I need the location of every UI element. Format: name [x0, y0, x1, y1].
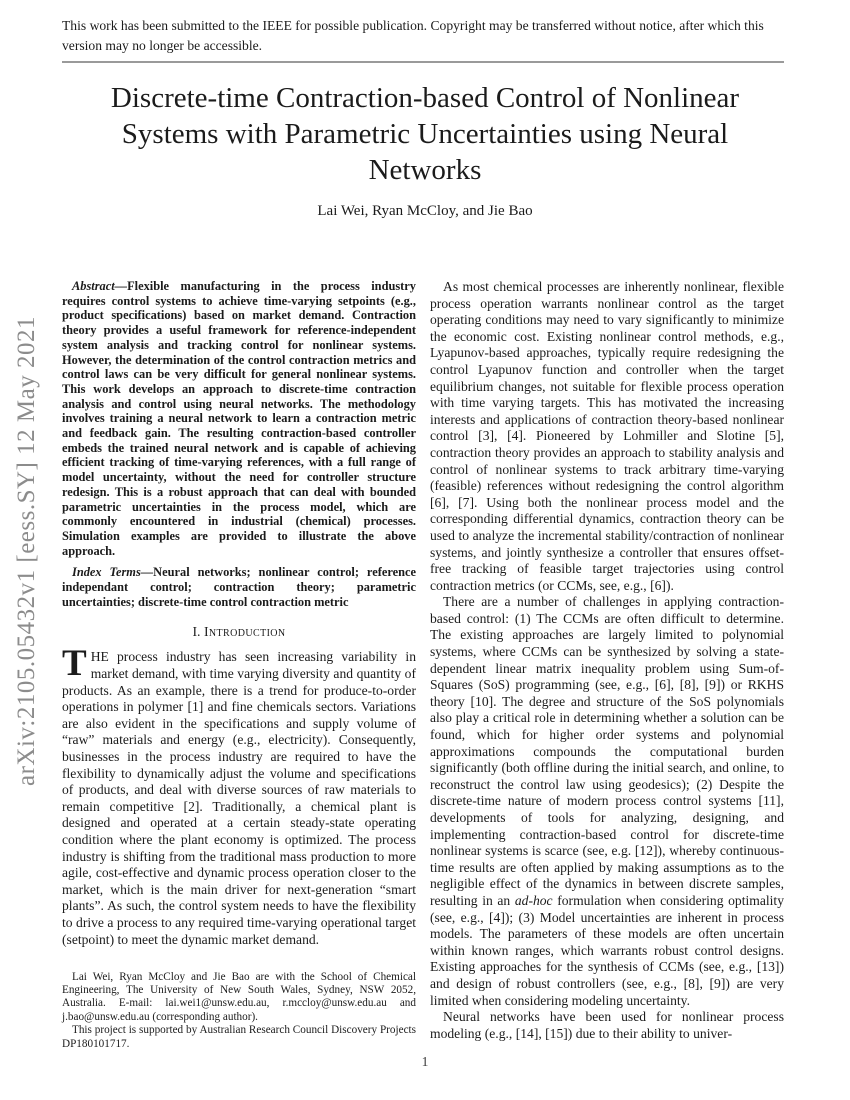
right-paragraph-3: Neural networks have been used for nonlinear process modeling (e.g., [14], [15]) due to their ability to univer- — [430, 1009, 784, 1041]
author-line: Lai Wei, Ryan McCloy, and Jie Bao — [317, 203, 533, 219]
left-column — [62, 279, 416, 1051]
abstract-paragraph — [62, 279, 416, 558]
right-paragraph-2-pre: There are a number of challenges in applying contraction-based control: (1) The CCMs are often difficult to determine. The existing approaches are largely limited to polynomial systems, where CCMs can be synthesized by solving a state-dependent linear matrix inequality problem using Sum-of-Squares (SoS) programming (see, e.g., [6], [8], [9]) or RKHS theory [10]. The degree and structure of the SoS polynomials also play a critical role in determining whether a solution can be found, which for higher order systems and polynomial approximations compounds the computational burden significantly (both offline during the initial search, and online, to reconstruct the control law using geodesics); (2) Despite the discrete-time nature of modern process control systems [11], developments of tools for analyzing, designing, and implementing contraction-based control for discrete-time nonlinear systems is scarce (see, e.g. [12]), whereby continuous-time results are often applied by making assumptions as to the negligible effect of the dynamics in between discrete samples, resulting in an — [430, 594, 784, 908]
index-terms-text: Neural networks; nonlinear control; reference independant control; contraction theory; parametric uncertainties; discrete-time control contraction metric — [62, 565, 416, 609]
introduction-paragraph — [62, 643, 416, 948]
introduction-text: HE process industry has seen increasing variability in market demand, with time varying diversity and quantity of products. As an example, there is a trend for produce-to-order operations in polymer [1] and fine chemicals sectors. Variations are also evident in the specifications and supply volume of “raw” materials and energy (e.g., electricity). Consequently, businesses in the process industry are required to have the flexibility to dynamically adjust the volume and specifications of products, and deal with diverse sources of raw materials to remain competitive [2]. Traditionally, a chemical plant is designed and operated at a certain steady-state operating condition where the plant economy is optimized. The process industry is shifting from the traditional mass production to more agile, cost-effective and dynamic process operation closer to the market, which is the main driver for next-generation “smart plants”. As such, the control system needs to have the flexibility to drive a process to any required time-varying operational target (setpoint) to meet the dynamic market demand. — [62, 649, 416, 947]
index-terms-paragraph — [62, 565, 416, 609]
affiliation-footnote: Lai Wei, Ryan McCloy and Jie Bao are with the School of Chemical Engineering, The University of New South Wales, Sydney, NSW 2052, Australia. E-mail: lai.wei1@unsw.edu.au, r.mccloy@unsw.edu.au and j.bao@unsw.edu.au (corresponding author). — [62, 970, 416, 1023]
right-column — [430, 279, 784, 1051]
index-terms-label: Index Terms— — [72, 565, 154, 580]
page-number: 1 — [421, 1054, 429, 1069]
two-column-body — [62, 279, 784, 1051]
right-paragraph-2-post: formulation when considering optimality (see, e.g., [4]); (3) Model uncertainties are inherent in process models. The parameters of these models are often uncertain within known ranges, which warrants robust control designs. Existing approaches for the synthesis of CCMs (see, e.g., [13]) and design of robust controllers (see, e.g., [8], [9]) are very limited when considering modeling uncertainty. — [430, 892, 784, 1008]
ad-hoc-italic: ad-hoc — [514, 892, 553, 908]
abstract-label: Abstract— — [72, 279, 128, 293]
arxiv-stamp: arXiv:2105.05432v1 [eess.SY] 12 May 2021 — [13, 316, 40, 786]
right-paragraph-1: As most chemical processes are inherently nonlinear, flexible process operation warrants nonlinear control as the target operating conditions may need to vary significantly to minimize the economic cost. Existing nonlinear control methods, e.g., Lyapunov-based approaches, typically require redesigning the control Lyapunov function and controller when the target equilibrium changes, not suitable for flexible process operation with time varying targets. This has motivated the increasing interests and applications of contraction theory-based nonlinear control [3], [4]. Pioneered by Lohmiller and Slotine [5], contraction theory provides an approach to stability analysis and control of nonlinear systems to track arbitrary time-varying (feasible) references without redesigning the control algorithm [6], [7]. Using both the nonlinear process model and the corresponding differential dynamics, contraction theory can be used to analyze the incremental stability/contraction of nonlinear systems, and jointly synthesize a controller that ensures offset-free tracking of feasible target trajectories using control contraction metrics (or CCMs, see, e.g., [6]). — [430, 279, 784, 593]
right-paragraph-2 — [430, 594, 784, 1009]
section-number: I. — [192, 624, 201, 640]
abstract-text: Flexible manufacturing in the process industry requires control systems to achieve time-varying setpoints (e.g., product specifications) based on market demand. Contraction theory provides a useful framework for reference-independent system analysis and tracking control for nonlinear systems. However, the determination of the control contraction metrics and control laws can be very difficult for general nonlinear systems. This work develops an approach to discrete-time contraction analysis and control using neural networks. The methodology involves training a neural network to learn a contraction metric and feedback gain. The resulting contraction-based controller embeds the trained neural network and is capable of achieving efficient tracking of time-varying references, with a full range of model uncertainty, without the need for controller structure redesign. This is a robust approach that can deal with bounded parametric uncertainties in the process model, which are commonly encountered in industrial (chemical) processes. Simulation examples are provided to illustrate the above approach. — [62, 279, 416, 558]
funding-footnote: This project is supported by Australian Research Council Discovery Projects DP180101717. — [62, 1024, 416, 1050]
section-heading-introduction — [62, 624, 416, 640]
drop-cap: T — [62, 643, 87, 685]
footnote-block — [62, 971, 416, 1051]
section-title: Introduction — [203, 624, 286, 640]
paper-title: Discrete-time Contraction-based Control of Nonlinear Systems with Parametric Uncertainties using Neural Networks — [110, 82, 740, 186]
submission-notice: This work has been submitted to the IEEE for possible publication. Copyright may be transferred without notice, after which this version may no longer be accessible. — [62, 16, 784, 63]
